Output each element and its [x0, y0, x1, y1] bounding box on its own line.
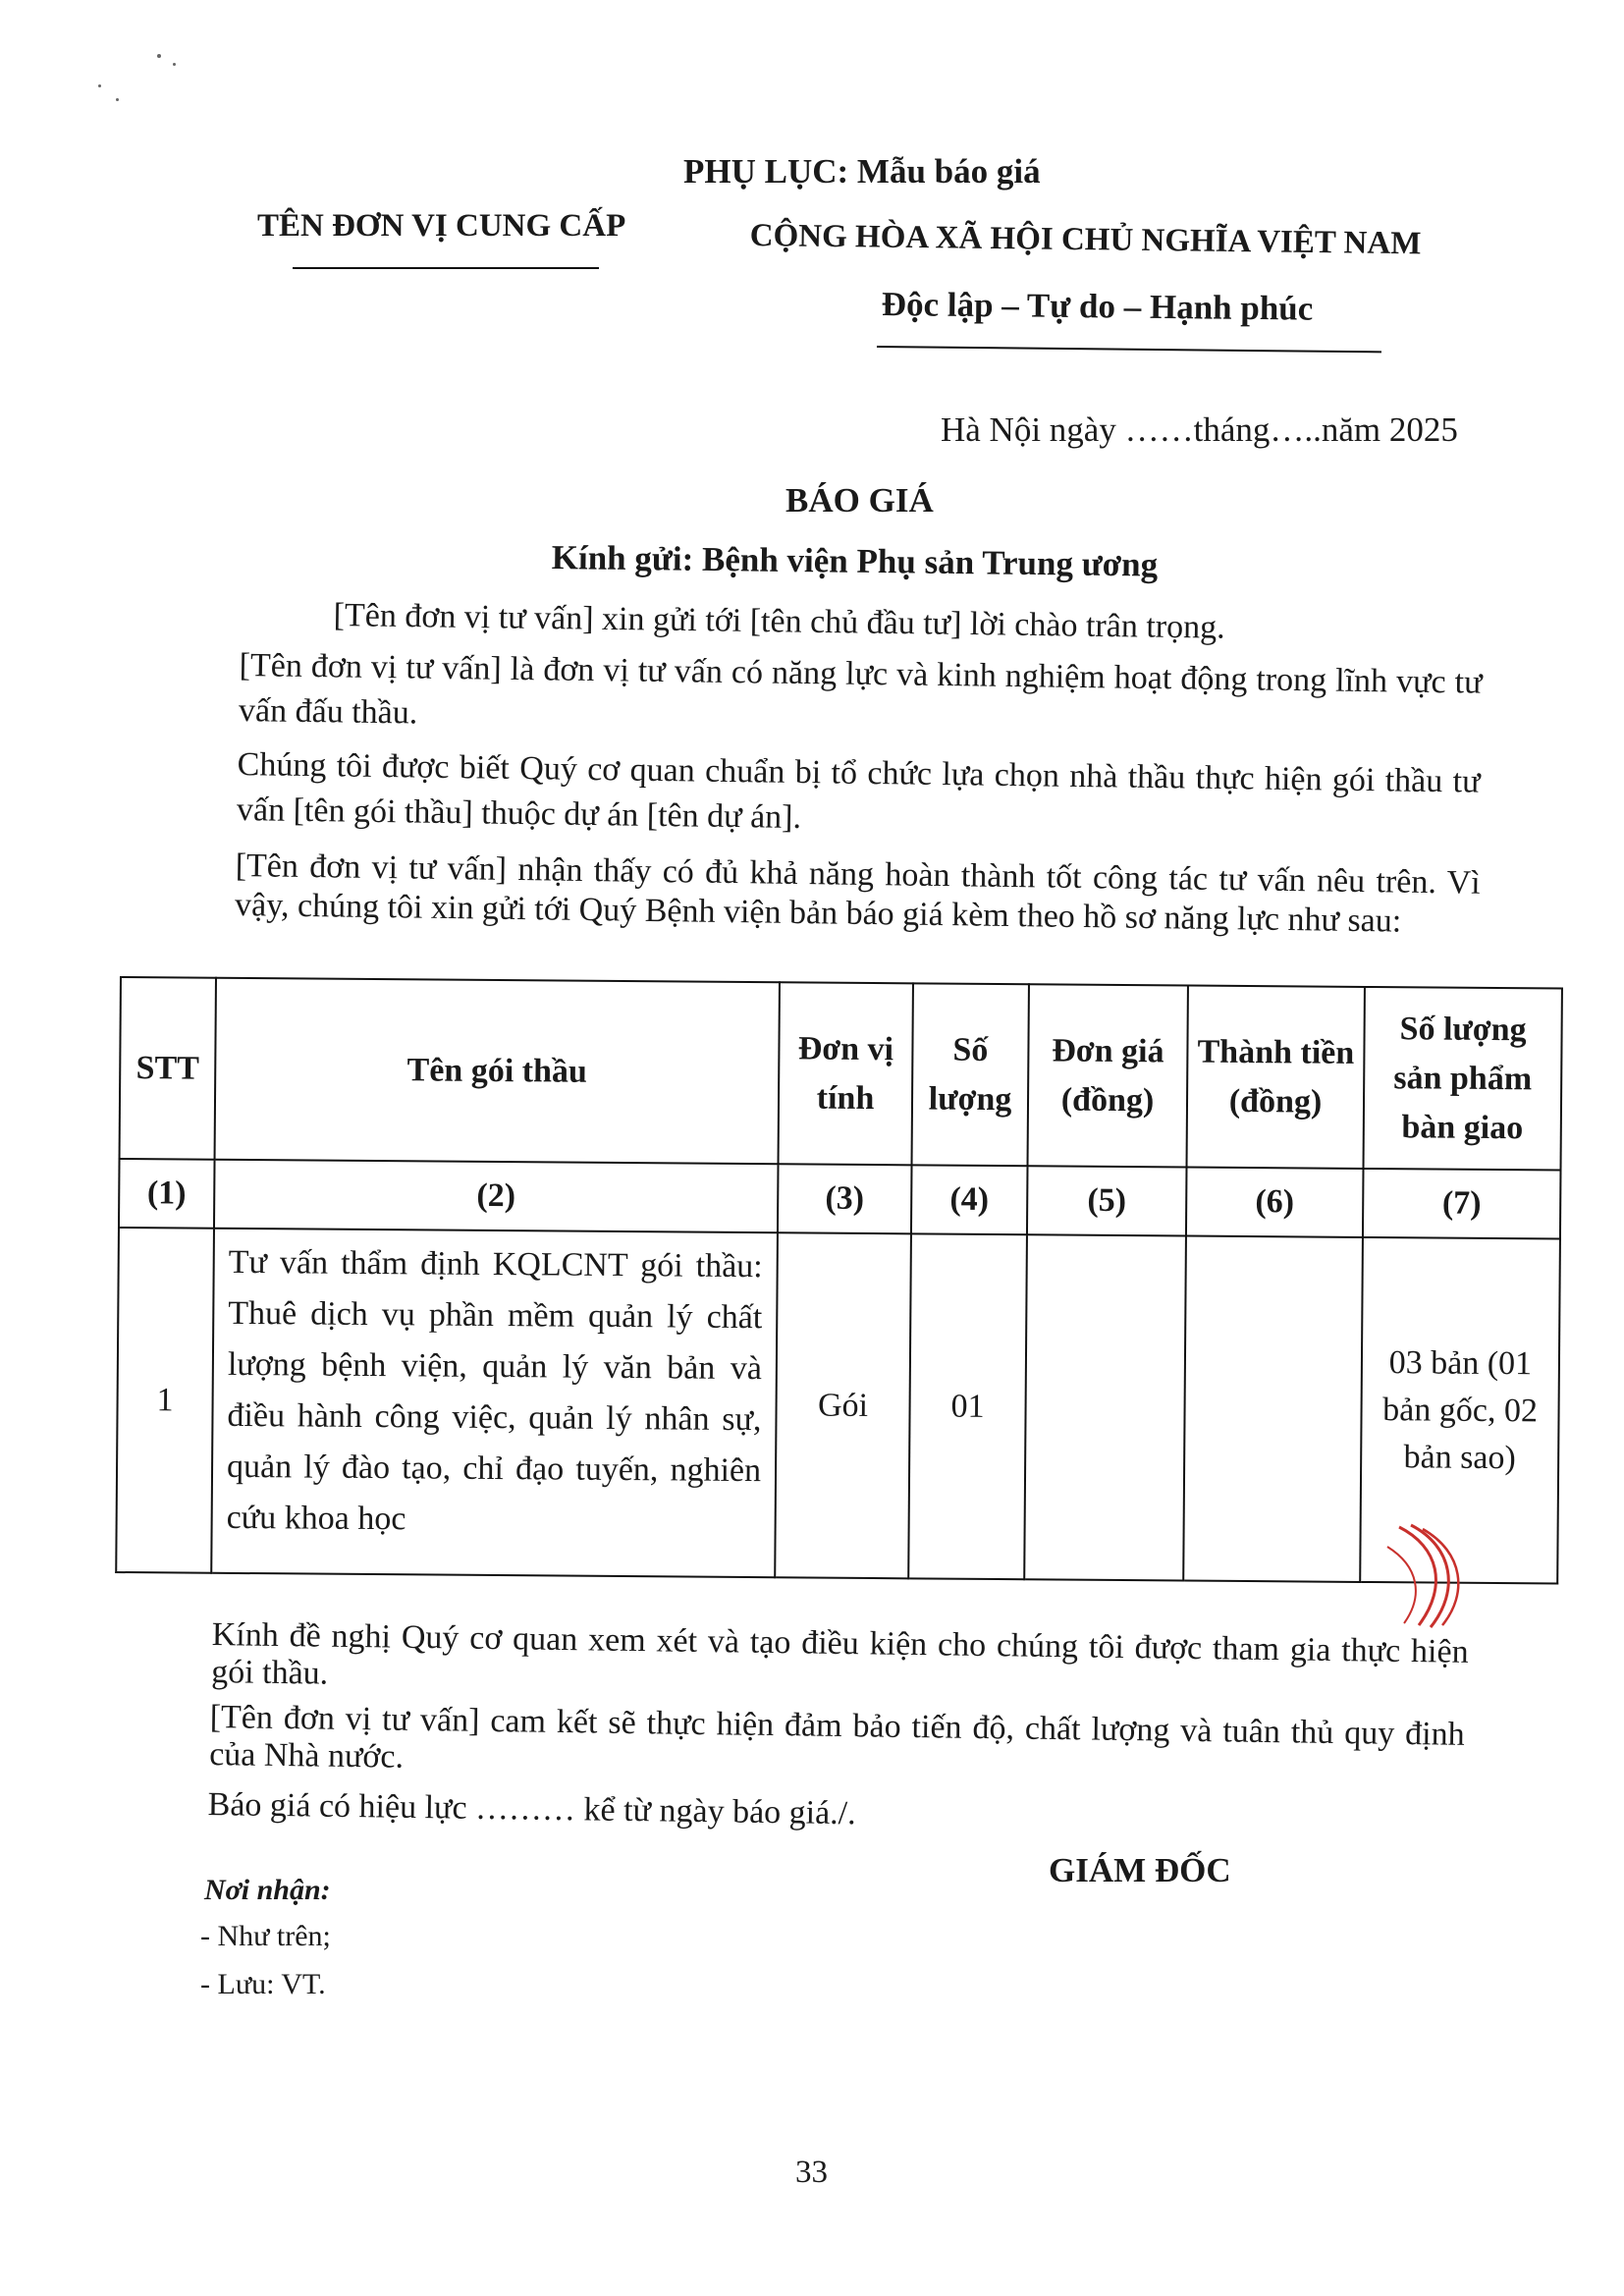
- recipient-item: - Như trên;: [200, 1920, 331, 1952]
- col-number: (1): [119, 1159, 215, 1229]
- col-number: (5): [1027, 1166, 1187, 1235]
- col-number: (2): [214, 1160, 779, 1233]
- recipient-item: - Lưu: VT.: [200, 1968, 326, 2000]
- capability-paragraph: [Tên đơn vị tư vấn] nhận thấy có đủ khả năng hoàn thành tốt công tác tư vấn nêu trên. Vì vậy, chúng tôi xin gửi tới Quý Bệnh viện bản báo giá kèm theo hồ sơ năng lực như sau:: [234, 847, 1481, 940]
- col-number: (4): [911, 1165, 1028, 1234]
- motto-underline: [877, 346, 1381, 353]
- supplier-label: TÊN ĐƠN VỊ CUNG CẤP: [257, 208, 626, 244]
- cell-deliverables: 03 bản (01 bản gốc, 02 bản sao): [1360, 1237, 1560, 1584]
- doc-title: BÁO GIÁ: [785, 481, 934, 519]
- red-seal-mark: [1380, 1517, 1488, 1635]
- cell-unit: Gói: [775, 1232, 911, 1578]
- date-line: Hà Nội ngày ……tháng…..năm 2025: [941, 410, 1458, 449]
- appendix-title: PHỤ LỤC: Mẫu báo giá: [683, 152, 1041, 191]
- scan-speck: [116, 98, 119, 101]
- scan-speck: [98, 84, 101, 87]
- awareness-paragraph: Chúng tôi được biết Quý cơ quan chuẩn bị tổ chức lựa chọn nhà thầu thực hiện gói thầu tư vấn [tên gói thầu] thuộc dự án [tên dự án].: [236, 745, 1481, 837]
- col-number: (7): [1363, 1169, 1561, 1239]
- scan-speck: [157, 54, 161, 58]
- col-number: (6): [1186, 1168, 1364, 1237]
- seal-arc: [1387, 1547, 1416, 1623]
- cell-package-name: Tư vấn thẩm định KQLCNT gói thầu: Thuê dịch vụ phần mềm quản lý chất lượng bệnh viện, quản lý văn bản và điều hành công việc, quản lý nhân sự, quản lý đào tạo, chỉ đạo tuyến, nghiên cứu khoa học: [211, 1229, 778, 1577]
- column-number-row: [119, 1159, 1561, 1239]
- header-quantity: Số lượng: [912, 983, 1029, 1166]
- motto: Độc lập – Tự do – Hạnh phúc: [881, 285, 1314, 328]
- intro-paragraph: [Tên đơn vị tư vấn] là đơn vị tư vấn có năng lực và kinh nghiệm hoạt động trong lĩnh vực tư vấn đấu thầu.: [238, 646, 1483, 732]
- scan-speck: [173, 63, 176, 66]
- header-deliverables: Số lượng sản phẩm bàn giao: [1364, 987, 1562, 1171]
- addressee: Kính gửi: Bệnh viện Phụ sản Trung ương: [551, 538, 1159, 584]
- header-package-name: Tên gói thầu: [215, 978, 780, 1165]
- quotation-table: [115, 976, 1561, 1585]
- table-row: [116, 1228, 1560, 1584]
- col-number: (3): [778, 1164, 912, 1233]
- seal-arc: [1399, 1527, 1435, 1625]
- request-paragraph: Kính đề nghị Quý cơ quan xem xét và tạo điều kiện cho chúng tôi được tham gia thực hiện gói thầu.: [210, 1616, 1469, 1692]
- header-unit: Đơn vị tính: [779, 982, 913, 1165]
- header-unit-price: Đơn giá (đồng): [1028, 984, 1188, 1167]
- cell-quantity: 01: [908, 1233, 1027, 1579]
- signature-title: GIÁM ĐỐC: [1049, 1851, 1231, 1889]
- recipients-label: Nơi nhận:: [204, 1874, 331, 1906]
- commitment-paragraph: [Tên đơn vị tư vấn] cam kết sẽ thực hiện đảm bảo tiến độ, chất lượng và tuân thủ quy định của Nhà nước.: [208, 1699, 1465, 1776]
- greeting-paragraph: [Tên đơn vị tư vấn] xin gửi tới [tên chủ đầu tư] lời chào trân trọng.: [333, 596, 1225, 646]
- supplier-underline: [293, 267, 599, 269]
- validity-paragraph: Báo giá có hiệu lực ……… kể từ ngày báo giá./.: [207, 1785, 856, 1832]
- cell-stt: 1: [116, 1228, 214, 1573]
- cell-unit-price: [1024, 1234, 1186, 1580]
- header-stt: STT: [120, 977, 216, 1160]
- nation-title: CỘNG HÒA XÃ HỘI CHỦ NGHĨA VIỆT NAM: [749, 218, 1422, 262]
- page-number: 33: [795, 2155, 828, 2190]
- header-total: Thành tiền (đồng): [1187, 986, 1365, 1169]
- cell-total: [1183, 1236, 1363, 1582]
- table-header-row: [120, 977, 1562, 1171]
